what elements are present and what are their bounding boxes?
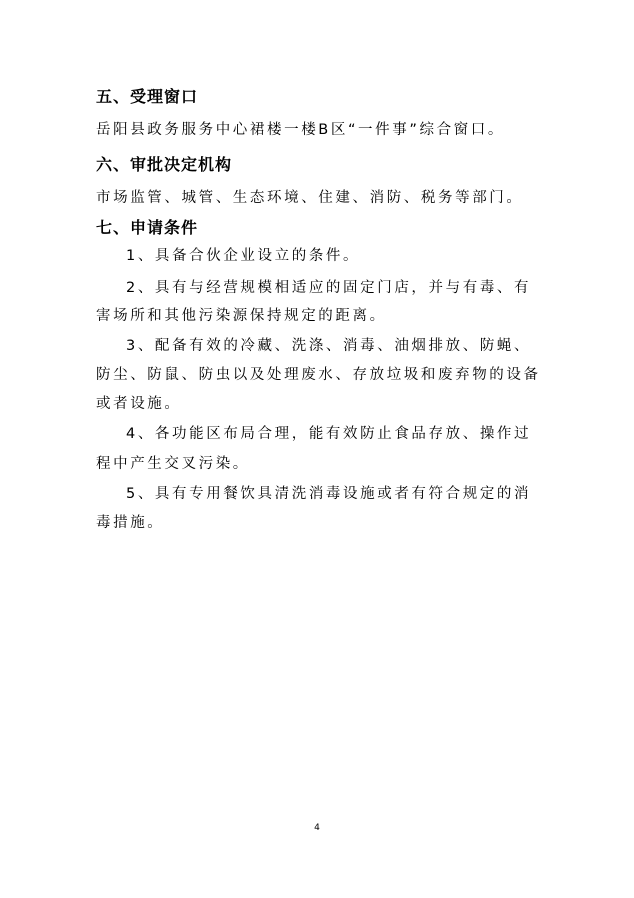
condition-4-line-1: 4、各功能区布局合理，能有效防止食品存放、操作过	[126, 426, 532, 442]
condition-3-line-2: 防尘、防鼠、防虫以及处理废水、存放垃圾和废弃物的设备	[96, 367, 541, 383]
page-number: 4	[314, 823, 320, 833]
condition-5-line-2: 毒措施。	[96, 515, 165, 531]
condition-3-line-1: 3、配备有效的冷藏、洗涤、消毒、油烟排放、防蝇、	[126, 338, 532, 354]
condition-2-line-1: 2、具有与经营规模相适应的固定门店，并与有毒、有	[126, 280, 532, 296]
condition-3-line-3: 或者设施。	[96, 396, 182, 412]
window-location-text: 岳阳县政务服务中心裙楼一楼B区“一件事”综合窗口。	[96, 122, 505, 138]
condition-2-line-2: 害场所和其他污染源保持规定的距离。	[96, 308, 387, 324]
condition-4-line-2: 程中产生交叉污染。	[96, 456, 250, 472]
authority-departments-text: 市场监管、城管、生态环境、住建、消防、税务等部门。	[96, 190, 524, 206]
section-heading-conditions: 七、申请条件	[96, 218, 199, 237]
section-heading-authority: 六、审批决定机构	[96, 155, 233, 174]
condition-5-line-1: 5、具有专用餐饮具清洗消毒设施或者有符合规定的消	[126, 486, 532, 502]
section-heading-window: 五、受理窗口	[96, 87, 199, 106]
condition-1-line-1: 1、具备合伙企业设立的条件。	[126, 248, 361, 264]
